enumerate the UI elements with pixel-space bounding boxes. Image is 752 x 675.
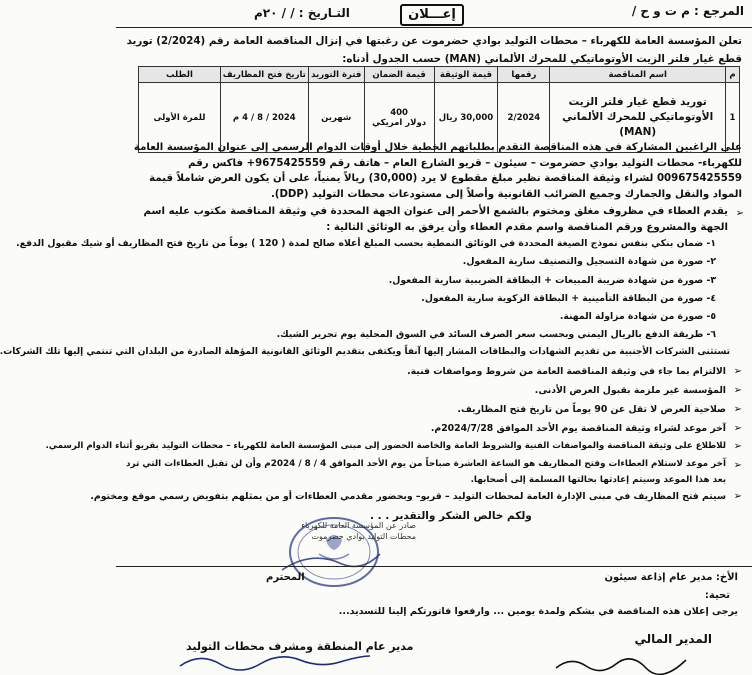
guarantee-amount: 400	[390, 107, 408, 118]
bullet-marker: ➢	[733, 491, 742, 502]
bullet-item-7: سيتم فتح المظاريف في مبنى الإدارة العامة لمحطات التوليد – قريو– وبحضور مقدمي العطاءات أو من يمثلهم بتفويض رسمي موقع ومختوم.	[90, 491, 726, 502]
bullet-marker: ➢	[733, 404, 742, 415]
bullet-item-4: آخر موعد لشراء وثيقة المناقصة يوم الأحد الموافق 2024/7/28م.	[430, 423, 726, 434]
header-divider	[116, 27, 752, 28]
cell-supply-period: شهرين	[308, 83, 364, 153]
col-header-no: م	[726, 67, 740, 83]
announcement-title: إعـــلان	[400, 4, 464, 26]
bullet-item-6: آخر موعد لاستلام العطاءات وفتح المظاريف هو الساعة العاشرة صباحاً من يوم الأحد الموافق 4 / 8 / 2024م وأن لن تقبل العطاءات التي ترد بعد هذا الموعد وسيتم إعادتها بحالتها المسلمة إلى أصحابها.	[126, 459, 726, 485]
financial-manager-title: المدير المالي	[634, 632, 712, 646]
respected-label: المحترم	[266, 572, 305, 583]
greeting: تحية:	[704, 590, 730, 601]
bullet-marker: ➢	[733, 460, 742, 471]
col-header-guarantee: قيمة الضمان	[364, 67, 434, 83]
foreign-companies-note: تستثنى الشركات الأجنبية من تقديم الشهادات والبطاقات المشار إليها آنفاً ويكتفى بتقديم الوثائق القانونية المؤهلة الصادرة من البلدان التي تنتمي إليها تلك الشركات.	[0, 347, 730, 357]
bullet-item-5: للاطلاع على وثيقة المناقصة والمواصفات الفنية والشروط العامة والخاصة الحضور إلى مبنى المؤسسة العامة للكهرباء – محطات التوليد بقريو أثناء الدوام الرسمي.	[45, 441, 726, 451]
reference-number: المرجع : م ت و ح /	[631, 4, 744, 18]
issuer-line-2: محطات التوليد بوادي حضرموت	[311, 532, 416, 541]
signature-icon	[552, 654, 692, 674]
doc-item-2: ٢- صورة من شهادة التسجيل والتصنيف سارية المفعول.	[462, 256, 716, 267]
intro-paragraph: تعلن المؤسسة العامة للكهرباء – محطات التوليد بوادي حضرموت عن رغبتها في إنزال المناقصة العامة رقم (2/2024) توريد قطع غيار فلتر الزيت الأوتوماتيكي للمحرك الألماني (MAN) حسب الجدول أدناه:	[126, 35, 742, 65]
bullet-marker: ➢	[733, 423, 742, 434]
bullet-marker: ➢	[733, 441, 742, 452]
table-header-row	[139, 67, 740, 83]
conditions-paragraph: على الراغبين المشاركة في هذه المناقصة التقدم بطلباتهم الخطية خلال أوقات الدوام الرسمي إلى عنوان المؤسسة العامة للكهرباء- محطات التوليد بوادي حضرموت – سيئون – قريو الشارع العام – هاتف رقم 9675425559+ فاكس رقم 009675425559 لشراء وثيقة المناقصة نظير مبلغ مقطوع لا يرد (30,000) ريالاً يمنياً، على أن يكون العرض شاملاً قيمة المواد والنقل والجمارك وجميع الضرائب القانونية وأصلاً إلى مستودعات محطات التوليد (DDP).	[133, 142, 742, 200]
col-header-name: اسم المناقصة	[550, 67, 726, 83]
bullet-marker: ➢	[733, 366, 742, 377]
addressee: الأخ: مدير عام إذاعة سيئون	[604, 572, 738, 583]
col-header-supply-period: فترة التوريد	[308, 67, 364, 83]
doc-item-3: ٣- صورة من شهادة ضريبة المبيعات + البطاقة الضريبية سارية المفعول.	[388, 275, 716, 286]
bullet-item-1: الالتزام بما جاء في وثيقة المناقصة العامة من شروط ومواصفات فنية.	[407, 366, 726, 377]
col-header-doc-value: قيمة الوثيقة	[434, 67, 498, 83]
doc-item-5: ٥- صورة من شهادة مزاولة المهنة.	[559, 311, 716, 322]
col-header-opening-date: تاريخ فتح المظاريف	[220, 67, 308, 83]
cell-no: 1	[726, 83, 740, 153]
cell-doc-value: 30,000 ريال	[434, 83, 498, 153]
bullet-item-2: المؤسسة غير ملزمة بقبول العرض الأدنى.	[534, 385, 726, 396]
cell-order: للمرة الأولى	[139, 83, 221, 153]
guarantee-unit: دولار امريكي	[372, 117, 427, 128]
submission-paragraph: يقدم العطاء في مظروف مغلق ومختوم بالشمع الأحمر إلى عنوان الجهة المحددة في وثيقة المناقصة مكتوب عليه اسم الجهة والمشروع ورقم المناقصة واسم مقدم العطاء وأن يرفق به الوثائق التالية :	[143, 206, 728, 233]
cell-tender-number: 2/2024	[498, 83, 550, 153]
issuer-line-1: صادر عن المؤسسة العامة للكهرباء	[301, 521, 416, 530]
doc-item-6: ٦- طريقة الدفع بالريال اليمني وبحسب سعر الصرف السائد في السوق المحلية يوم تحرير الشيك.	[276, 329, 716, 340]
bullet-marker: ➢	[735, 208, 744, 219]
issuer-block	[286, 520, 416, 542]
col-header-order: الطلب	[139, 67, 221, 83]
date-field: التـاريخ : / / ٢٠م	[254, 6, 350, 20]
doc-item-4: ٤- صورة من البطاقة التأمينية + البطاقة الزكوية سارية المفعول.	[421, 293, 716, 304]
cell-opening-date: 2024 / 8 / 4 م	[220, 83, 308, 153]
general-manager-title: مدير عام المنطقة ومشرف محطات التوليد	[186, 640, 414, 653]
broadcast-request: يرجى إعلان هذه المناقصة في بشكم ولمدة يومين ... وارفعوا فاتورتكم إلينا للتسديد...	[338, 606, 738, 617]
bullet-marker: ➢	[733, 385, 742, 396]
section-divider	[116, 566, 752, 567]
col-header-number: رقمها	[498, 67, 550, 83]
closing-line: ولكم خالص الشكر والتقدير . . .	[370, 510, 532, 522]
cell-tender-name: توريد قطع غيار فلتر الزيت الأوتوماتيكي للمحرك الألماني (MAN)	[550, 83, 726, 153]
signature-icon	[176, 650, 376, 674]
doc-item-1: ١- ضمان بنكي بنفس نموذج الصيغة المحددة في الوثائق النمطية بحسب المبلغ أعلاه صالح لمدة ( 120 ) يوماً من تاريخ فتح المظاريف أو شيك مقبول الدفع.	[16, 238, 716, 249]
bullet-item-3: صلاحية العرض لا تقل عن 90 يوماً من تاريخ فتح المظاريف.	[457, 404, 726, 415]
